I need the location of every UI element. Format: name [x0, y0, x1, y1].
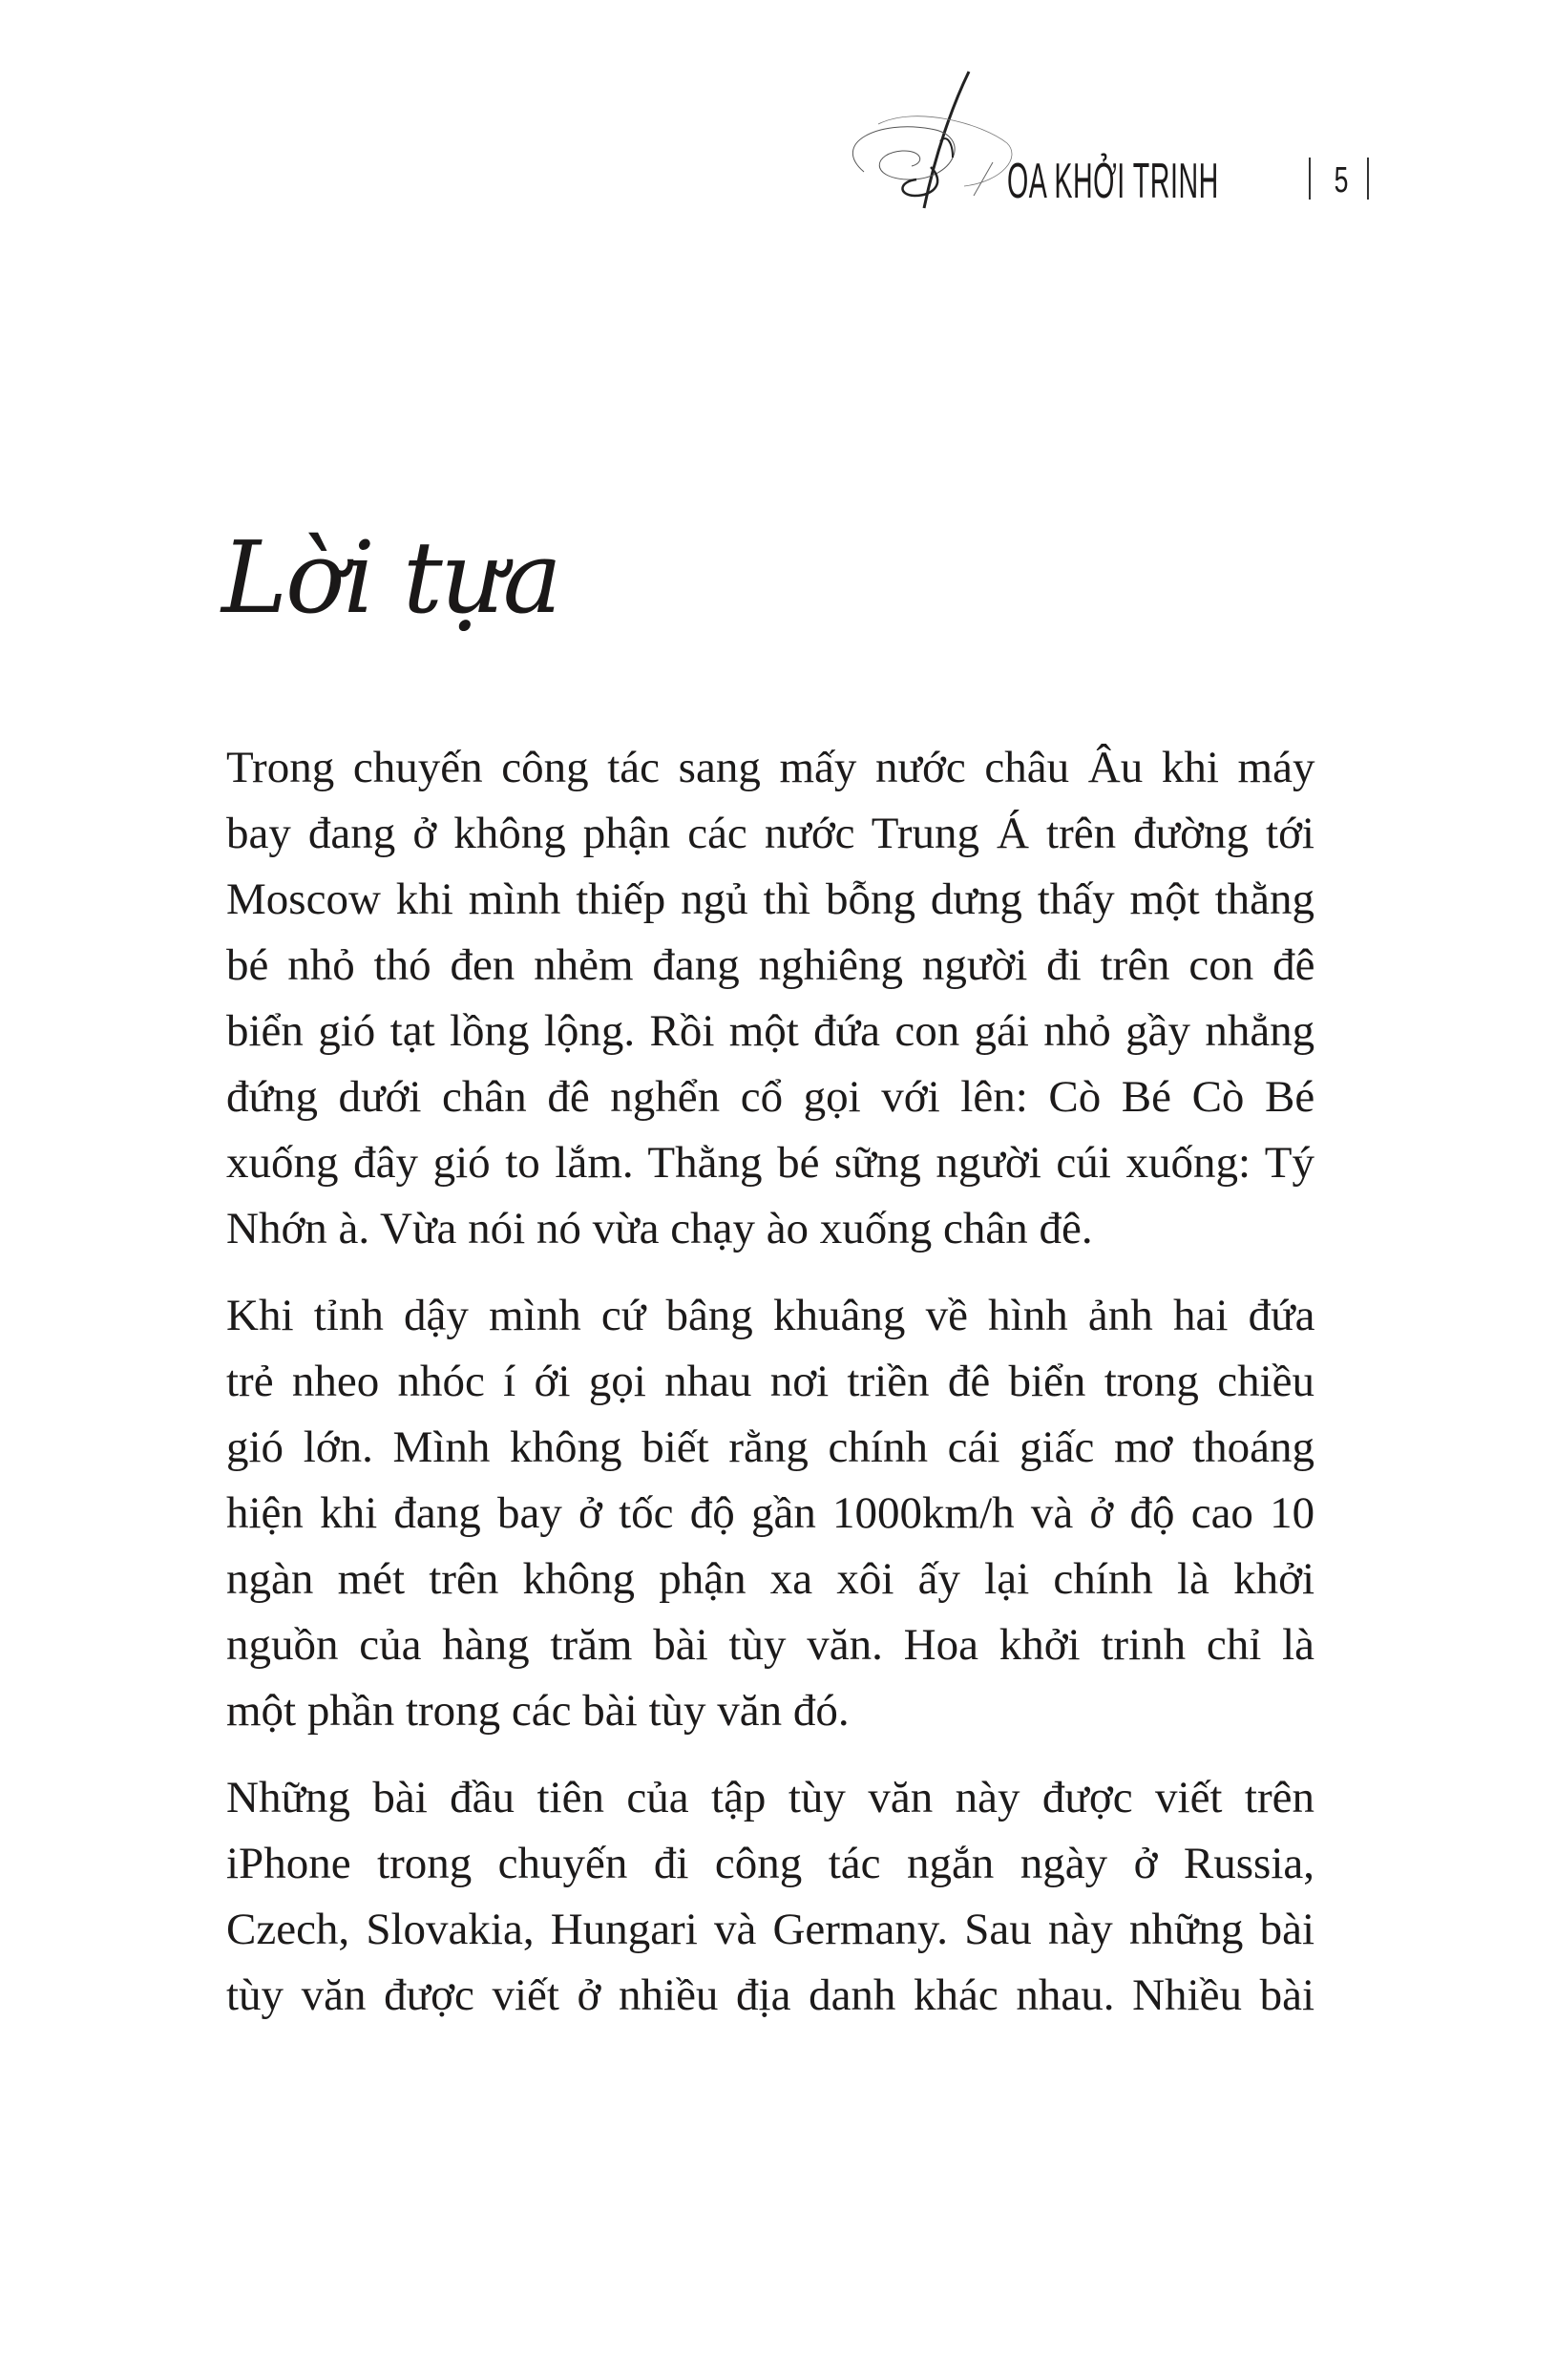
chapter-title: Lời tựa	[221, 519, 560, 636]
text-line: Moscow khi mình thiếp ngủ thì bỗng dưng thấy một thằng	[226, 874, 1314, 924]
paragraph	[226, 735, 1314, 1262]
text-line: bé nhỏ thó đen nhẻm đang nghiêng người đi trên con đê	[226, 940, 1315, 990]
paragraph	[226, 1765, 1314, 2029]
running-title-text: OA KHỞI TRINH	[1007, 154, 1219, 209]
text-line: Những bài đầu tiên của tập tùy văn này được viết trên	[226, 1773, 1314, 1822]
text-line: gió lớn. Mình không biết rằng chính cái giấc mơ thoáng	[226, 1422, 1314, 1472]
text-line: xuống đây gió to lắm. Thằng bé sững người cúi xuống: Tý	[226, 1138, 1314, 1188]
text-line: một phần trong các bài tùy văn đó.	[226, 1686, 850, 1736]
text-line: nguồn của hàng trăm bài tùy văn. Hoa khởi trinh chỉ là	[226, 1620, 1314, 1670]
text-line: trẻ nheo nhóc í ới gọi nhau nơi triền đê biển trong chiều	[226, 1357, 1314, 1406]
page-header	[0, 0, 1556, 248]
text-line: đứng dưới chân đê nghển cổ gọi với lên: Cò Bé Cò Bé	[226, 1072, 1315, 1122]
page-number: 5	[1334, 160, 1349, 200]
text-line: hiện khi đang bay ở tốc độ gần 1000km/h và ở độ cao 10	[226, 1488, 1315, 1538]
text-line: Czech, Slovakia, Hungari và Germany. Sau này những bài	[226, 1905, 1314, 1954]
text-line: ngàn mét trên không phận xa xôi ấy lại chính là khởi	[226, 1554, 1315, 1604]
page-number-block	[1304, 158, 1377, 203]
divider	[1367, 158, 1369, 200]
paragraph	[226, 1283, 1314, 1744]
calligraphic-h-logo	[840, 67, 1031, 210]
text-line: tùy văn được viết ở nhiều địa danh khác nhau. Nhiều bài	[226, 1970, 1314, 2020]
text-line: Khi tỉnh dậy mình cứ bâng khuâng về hình ảnh hai đứa	[226, 1291, 1315, 1340]
text-line: Trong chuyến công tác sang mấy nước châu Âu khi máy	[226, 743, 1315, 792]
text-line: bay đang ở không phận các nước Trung Á trên đường tới	[226, 809, 1314, 858]
body-text	[226, 735, 1314, 2050]
text-line: biển gió tạt lồng lộng. Rồi một đứa con gái nhỏ gầy nhẳng	[226, 1006, 1315, 1056]
divider	[1309, 158, 1311, 200]
text-line: Nhớn à. Vừa nói nó vừa chạy ào xuống chân đê.	[226, 1204, 1093, 1253]
text-line: iPhone trong chuyến đi công tác ngắn ngày ở Russia,	[226, 1839, 1314, 1888]
running-title	[1007, 153, 1219, 210]
